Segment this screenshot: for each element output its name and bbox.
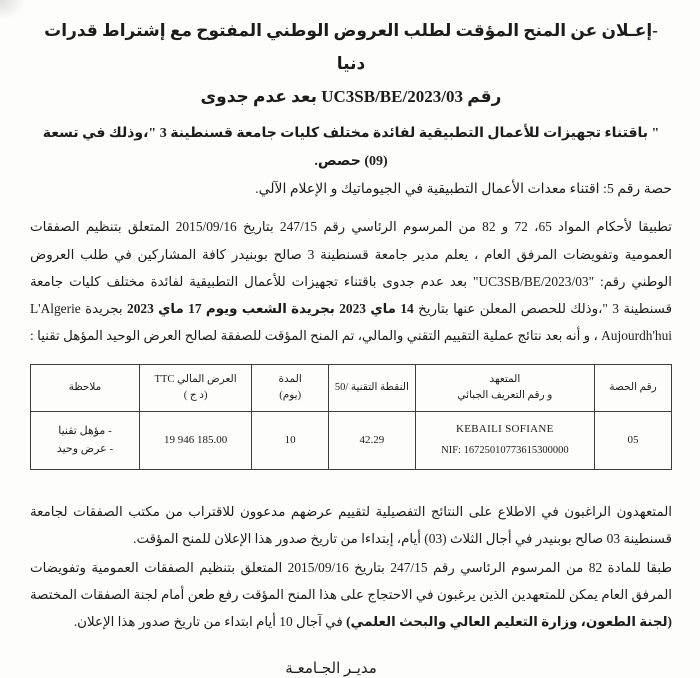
header-contractor (415, 364, 594, 412)
header-duration-line1: المدة (278, 373, 302, 385)
header-duration (252, 364, 329, 412)
cell-lot-number: 05 (595, 412, 672, 469)
appeal-text-part1: طبقا للمادة 82 من المرسوم الرئاسي رقم 247/15 بتاريخ 2015/09/16 المتعلق بتنظيم الصفقات العمومية وتفويضات المرفق العام يمكن للمتعهدين الذين يرغبون في الاحتجاج على هذا المنح المؤقت رفع طعن أمام لجنة الصفقات المختصة (30, 559, 673, 602)
header-offer-line2: (د ج ) (183, 390, 208, 402)
tender-object-line: " باقتناء تجهيزات للأعمال التطبيقية لفائدة مختلف كليات جامعة قسنطينة 3 "،وذلك في تسعة (09) حصص. (42, 126, 660, 170)
award-text-part3: بجريدة L'Algerie Aujourdh'hui ، و أنه بعد نتائج عملية التقييم التقني والمالي، تم المنح المؤقت للصفقة لصالح العرض الوحيد المؤهل تقنيا : (30, 300, 672, 343)
page-title (30, 14, 672, 113)
award-publication-dates: 14 ماي 2023 بجريدة الشعب ويوم 17 ماي 2023 (127, 300, 414, 316)
award-text-part1: تطبيقا لأحكام المواد 65، 72 و 82 من المرسوم الرئاسي رقم 247/15 بتاريخ 2015/09/16 المتعلق بتنظيم الصفقات العمومية وتفويضات المرفق العام ، يعلم مدير جامعة قسنطينة 3 صالح بوبنيدر كافة المشاركين في طلب العروض الوطني رقم: "03/UC3SB/BE/2023" بعد عدم جدوى باقتناء تجهيزات للأعمال التطبيقية لفائدة مختلف كليات جامعة قسنطينة 3 "،وذلك للحصص المعلن عنها بتاريخ (30, 219, 672, 316)
cell-financial-offer (140, 412, 252, 469)
scan-smudge-artifact (0, 0, 26, 20)
technical-score-value: 42.29 (359, 433, 385, 446)
results-consultation-paragraph: المتعهدون الراغبون في الاطلاع على النتائج التفصيلية لتقييم عرضهم مدعوون للاقتراب من مكتب الصفقات لجامعة قسنطينة 03 صالح بوبنيدر في أجال الثلاث (03) أيام، إبتداءا من تاريخ صدور هذا الإعلان للمنح المؤقت. (30, 503, 672, 546)
signature-university-director: مديـر الجـامعـة (285, 661, 377, 678)
header-note: ملاحظة (31, 364, 140, 412)
cell-technical-score (329, 412, 416, 469)
cell-contractor (415, 412, 594, 469)
award-announcement-paragraph (30, 213, 672, 348)
note-line-2: - عرض وحيد (56, 442, 114, 455)
title-line-1: -إعـلان عن المنح المؤقت لطلب العروض الوطني المفتوح مع إشتراط قدرات دنيا (44, 21, 658, 74)
appeal-text-part3: في آجال 10 أيام ابتداء من تاريخ صدور هذا الإعلان. (73, 614, 347, 630)
title-line-2: رقم 03/UC3SB/BE/2023 بعد عدم جدوى (200, 87, 502, 107)
appeal-committee-bold: (لجنة الطعون، وزارة التعليم العالي والبحث العلمي) (346, 614, 672, 630)
note-line-1: - مؤهل تقنيا (58, 424, 112, 437)
table-header-row (31, 364, 672, 412)
header-financial-offer (140, 364, 252, 412)
header-duration-line2: (يوم) (279, 390, 302, 402)
tender-object-block (30, 120, 672, 204)
award-results-table (30, 364, 672, 470)
contractor-nif: NIF: 16725010773615300000 (441, 444, 569, 456)
appeal-rights-paragraph (30, 554, 672, 635)
cell-note (31, 412, 140, 469)
table-row (31, 412, 672, 469)
lot5-description-line: حصة رقم 5: اقتناء معدات الأعمال التطبيقية في الجيوماتيك و الإعلام الآلي. (255, 182, 672, 198)
header-offer-line1: العرض المالي TTC (154, 373, 237, 385)
header-technical-score: النقطة التقنية /50 (329, 364, 416, 412)
financial-offer-value: 19 946 185.00 (163, 433, 228, 446)
header-contractor-line2: و رقم التعريف الجبائي (457, 390, 553, 402)
header-contractor-line1: المتعهد (489, 373, 521, 385)
contractor-name: KEBAILI SOFIANE (456, 423, 554, 436)
cell-duration: 10 (252, 412, 329, 469)
header-lot-number: رقم الحصة (595, 364, 672, 412)
